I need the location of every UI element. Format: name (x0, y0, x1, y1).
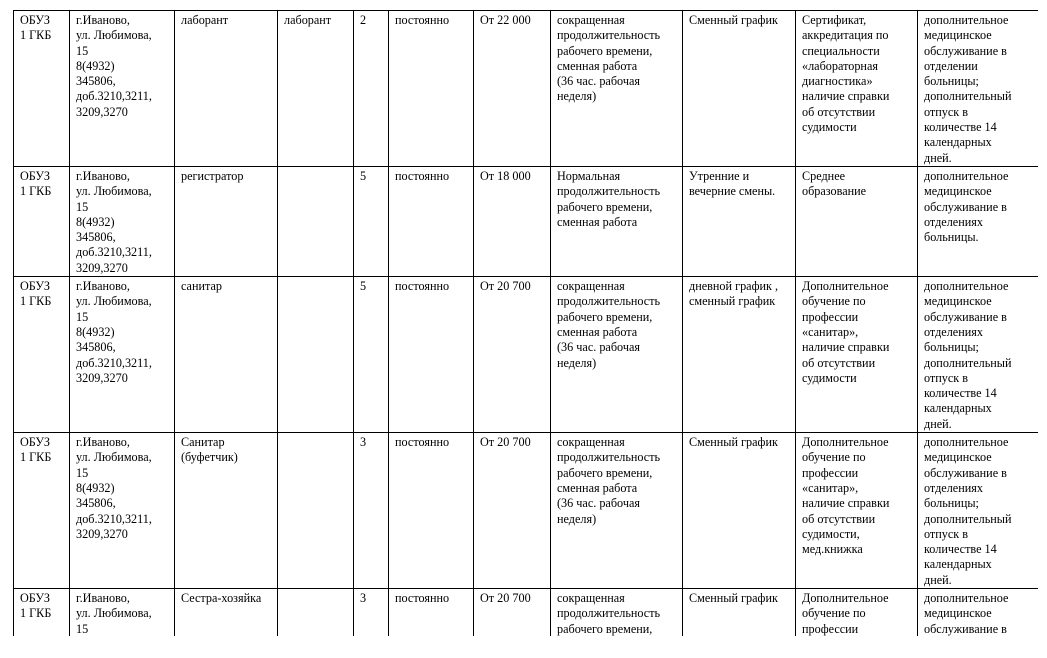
requirements-cell: Дополнительное обучение по профессии «санитар», наличие справки об отсутствии судимости, мед.книжка (796, 433, 918, 589)
position-cell (278, 433, 354, 589)
work-mode-cell: сокращенная продолжительность рабочего времени, сменная работа (36 час. рабочая неделя) (551, 433, 683, 589)
table-row (14, 11, 1039, 167)
salary-cell: От 20 700 (474, 277, 551, 433)
org-cell: ОБУЗ 1 ГКБ (14, 277, 70, 433)
requirements-cell: Дополнительное обучение по профессии «санитар», наличие справки об отсутствии судимости (796, 277, 918, 433)
table-row (14, 166, 1039, 276)
employment-type-cell: постоянно (389, 166, 474, 276)
org-cell: ОБУЗ 1 ГКБ (14, 433, 70, 589)
table-row (14, 433, 1039, 589)
position-cell: лаборант (278, 11, 354, 167)
employment-type-cell: постоянно (389, 11, 474, 167)
table-row (14, 588, 1039, 636)
employment-type-cell: постоянно (389, 588, 474, 636)
position-cell (278, 588, 354, 636)
profession-cell: санитар (175, 277, 278, 433)
address-cell: г.Иваново, ул. Любимова, 15 8(4932) 345806, доб.3210,3211, 3209,3270 (70, 166, 175, 276)
document-page (13, 10, 1038, 636)
count-cell: 5 (354, 166, 389, 276)
work-mode-cell: сокращенная продолжительность рабочего времени, (551, 588, 683, 636)
address-cell: г.Иваново, ул. Любимова, 15 8(4932) 345806, доб.3210,3211, 3209,3270 (70, 11, 175, 167)
address-cell: г.Иваново, ул. Любимова, 15 (70, 588, 175, 636)
vacancy-table (13, 10, 1038, 636)
benefits-cell: дополнительное медицинское обслуживание в отделениях больницы; дополнительный отпуск в количестве 14 календарных дней. (918, 277, 1039, 433)
salary-cell: От 22 000 (474, 11, 551, 167)
address-cell: г.Иваново, ул. Любимова, 15 8(4932) 345806, доб.3210,3211, 3209,3270 (70, 277, 175, 433)
employment-type-cell: постоянно (389, 433, 474, 589)
table-row (14, 277, 1039, 433)
count-cell: 5 (354, 277, 389, 433)
org-cell: ОБУЗ 1 ГКБ (14, 166, 70, 276)
requirements-cell: Сертификат, аккредитация по специальности «лабораторная диагностика» наличие справки об отсутствии судимости (796, 11, 918, 167)
address-cell: г.Иваново, ул. Любимова, 15 8(4932) 345806, доб.3210,3211, 3209,3270 (70, 433, 175, 589)
schedule-cell: Сменный график (683, 433, 796, 589)
work-mode-cell: сокращенная продолжительность рабочего времени, сменная работа (36 час. рабочая неделя) (551, 11, 683, 167)
position-cell (278, 166, 354, 276)
count-cell: 3 (354, 433, 389, 589)
salary-cell: От 18 000 (474, 166, 551, 276)
employment-type-cell: постоянно (389, 277, 474, 433)
profession-cell: Санитар (буфетчик) (175, 433, 278, 589)
count-cell: 2 (354, 11, 389, 167)
count-cell: 3 (354, 588, 389, 636)
benefits-cell: дополнительное медицинское обслуживание в отделении больницы; дополнительный отпуск в количестве 14 календарных дней. (918, 11, 1039, 167)
profession-cell: лаборант (175, 11, 278, 167)
schedule-cell: Сменный график (683, 11, 796, 167)
position-cell (278, 277, 354, 433)
requirements-cell: Дополнительное обучение по профессии (796, 588, 918, 636)
salary-cell: От 20 700 (474, 588, 551, 636)
org-cell: ОБУЗ 1 ГКБ (14, 588, 70, 636)
schedule-cell: Утренние и вечерние смены. (683, 166, 796, 276)
org-cell: ОБУЗ 1 ГКБ (14, 11, 70, 167)
salary-cell: От 20 700 (474, 433, 551, 589)
profession-cell: регистратор (175, 166, 278, 276)
schedule-cell: Сменный график (683, 588, 796, 636)
benefits-cell: дополнительное медицинское обслуживание в (918, 588, 1039, 636)
work-mode-cell: сокращенная продолжительность рабочего времени, сменная работа (36 час. рабочая неделя) (551, 277, 683, 433)
benefits-cell: дополнительное медицинское обслуживание в отделениях больницы; дополнительный отпуск в количестве 14 календарных дней. (918, 433, 1039, 589)
profession-cell: Сестра-хозяйка (175, 588, 278, 636)
requirements-cell: Среднее образование (796, 166, 918, 276)
benefits-cell: дополнительное медицинское обслуживание в отделениях больницы. (918, 166, 1039, 276)
schedule-cell: дневной график , сменный график (683, 277, 796, 433)
work-mode-cell: Нормальная продолжительность рабочего времени, сменная работа (551, 166, 683, 276)
